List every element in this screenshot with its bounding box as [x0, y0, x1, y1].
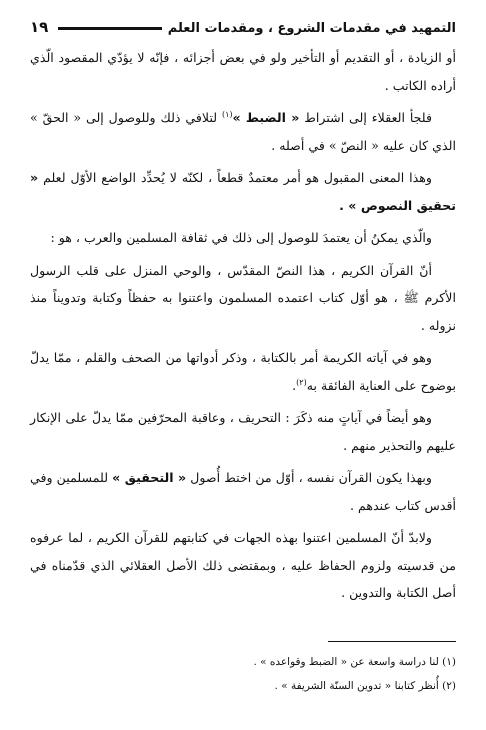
paragraph-8-text-a: وبهذا يكون القرآن نفسه ، أوّل من اختط أُصول	[190, 470, 432, 485]
paragraph-8-text-c: للمسلمين وفي أقدس كتاب عندهم .	[30, 470, 456, 513]
footnotes	[30, 650, 456, 698]
footnote-ref-2[interactable]: (٢)	[296, 377, 307, 387]
footnote-divider	[328, 641, 456, 642]
paragraph-6-text-b: .	[292, 377, 297, 393]
term-dabt: « الضبط »	[232, 110, 300, 125]
paragraph-1: أو الزيادة ، أو التقديم أو التأخير ولو في بعض أجزائه ، فإنّه لا يؤدّي المقصود الّذي أراده الكاتب .	[30, 50, 456, 93]
paragraph-3-text-a: وهذا المعنى المقبول هو أمر معتمدٌ قطعاً ، لكنّه لا يُحدِّد الواضع الأوّل لعلم	[43, 170, 432, 185]
paragraph-4: والّذي يمكنُ أن يعتمدَ للوصول إلى ذلك في ثقافة المسلمين والعرب ، هو :	[50, 230, 432, 245]
paragraph-6	[30, 344, 456, 399]
paragraph-2-text-c: لتلافي ذلك وللوصول إلى « الحقّ » الذي كان عليه « النصّ » في أصله .	[30, 110, 456, 153]
page-header	[30, 10, 456, 36]
term-tahqiq-nusus: « تحقيق النصوص » .	[30, 170, 456, 213]
paragraph-6-text-a: وهو في آياته الكريمة أمر بالكتابة ، وذكر أدواتها من الصحف والقلم ، ممّا يدلّ بوضوح على العناية الفائقة به	[30, 350, 456, 393]
paragraph-5: أنّ القرآن الكريم ، هذا النصّ المقدّس ، والوحي المنزل على قلب الرسول الأكرم ﷺ ، هو أوّل كتاب اعتمده المسلمون واعتنوا به حفظاً وكتابة وتدويناً منذ نزوله .	[30, 262, 456, 333]
footnote-ref-1[interactable]: (١)	[221, 109, 233, 119]
paragraph-2	[30, 104, 456, 159]
main-text	[30, 44, 456, 612]
paragraph-2-text-a: فلجأ العقلاء إلى اشتراط	[304, 110, 433, 125]
paragraph-9: ولابدّ أنّ المسلمين اعتنوا بهذه الجهات في كتابتهم للقرآن الكريم ، لما عرفوه من قدسيته ولزوم الحفاظ عليه ، وبمقتضى ذلك الأصل العقلائي الذي قدّمناه في أصل الكتابة والتدوين .	[30, 530, 456, 600]
paragraph-3	[30, 164, 456, 219]
page-number: ١٩	[30, 18, 49, 36]
footnote-2: (٢) أُنظر كتابنا « تدوين السنّة الشريفة » .	[274, 680, 456, 692]
paragraph-8	[30, 464, 456, 519]
term-tahqiq: « التحقيق »	[112, 470, 187, 485]
footnote-1: (١) لنا دراسة واسعة عن « الضبط وقواعده » .	[253, 656, 456, 668]
header-rule	[58, 27, 161, 30]
paragraph-7: وهو أيضاً في آياتٍ منه ذكَرَ : التحريف ، وعاقبة المحرّفين ممّا يدلّ على الإنكار عليهم والتحذير منهم .	[30, 410, 456, 453]
running-title: التمهيد في مقدمات الشروع ، ومقدمات العلم	[167, 21, 456, 36]
